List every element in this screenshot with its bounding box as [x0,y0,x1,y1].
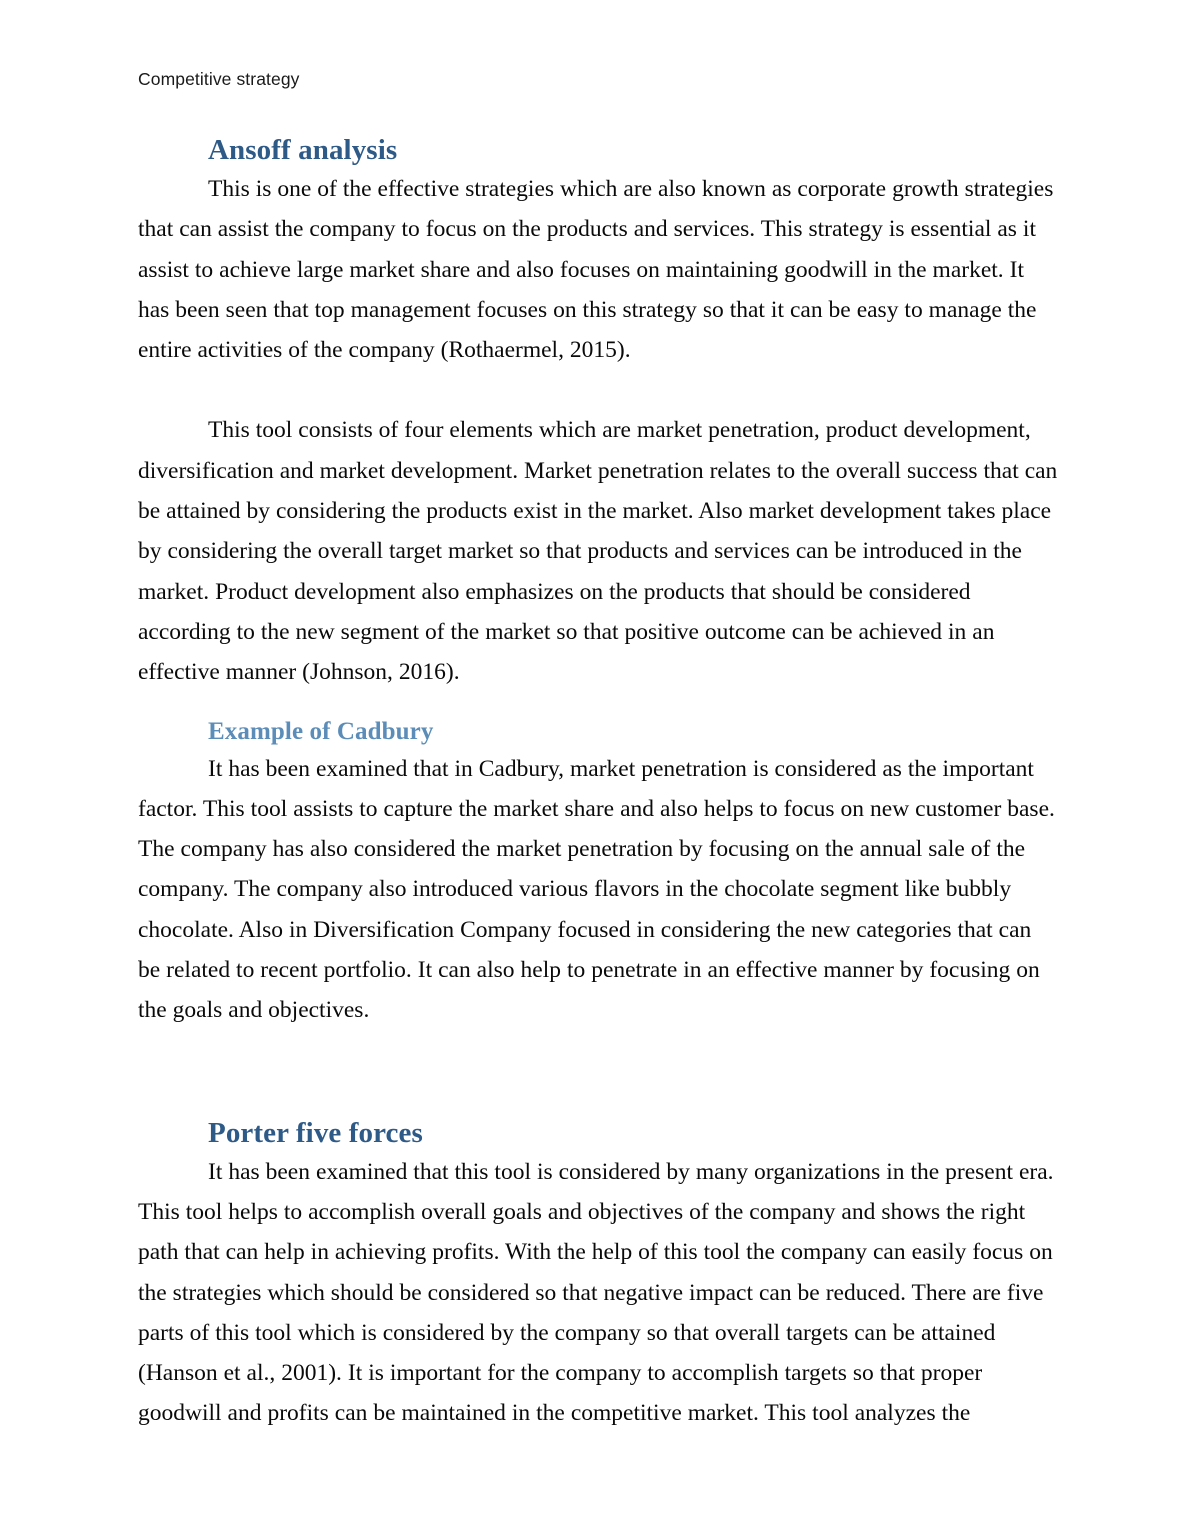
paragraph-porter: It has been examined that this tool is considered by many organizations in the present era. This tool helps to accomplish overall goals and objectives of the company and shows the right path that can help in achieving profits. With the help of this tool the company can easily focus on the strategies which should be considered so that negative impact can be reduced. There are five parts of this tool which is considered by the company so that overall targets can be attained (Hanson et al., 2001). It is important for the company to accomplish targets so that proper goodwill and profits can be maintained in the competitive market. This tool analyzes the [138,1158,1054,1427]
heading-porter-five-forces: Porter five forces [208,1116,423,1149]
running-header: Competitive strategy [138,69,300,89]
heading-example-of-cadbury: Example of Cadbury [208,717,434,745]
paragraph-cadbury: It has been examined that in Cadbury, market penetration is considered as the important factor. This tool assists to capture the market share and also helps to focus on new customer base. The company has also considered the market penetration by focusing on the annual sale of the company. The company also introduced various flavors in the chocolate segment like bubbly chocolate. Also in Diversification Company focused in considering the new categories that can be related to recent portfolio. It can also help to penetrate in an effective manner by focusing on the goals and objectives. [138,755,1055,1024]
heading-ansoff-analysis: Ansoff analysis [208,134,398,166]
paragraph-ansoff-elements: This tool consists of four elements which are market penetration, product development, diversification and market development. Market penetration relates to the overall success that can be attained by considering the products exist in the market. Also market development takes place by considering the overall target market so that products and services can be introduced in the market. Product development also emphasizes on the products that should be considered according to the new segment of the market so that positive outcome can be achieved in an effective manner (Johnson, 2016). [138,417,1058,686]
section-spacer [138,1031,1058,1115]
paragraph-ansoff-intro: This is one of the effective strategies which are also known as corporate growth strategies that can assist the company to focus on the products and services. This strategy is essential as it assist to achieve large market share and also focuses on maintaining goodwill in the market. It has been seen that top management focuses on this strategy so that it can be easy to manage the entire activities of the company (Rothaermel, 2015). [138,176,1054,364]
section-example-of-cadbury [138,715,1058,1031]
paragraph-spacer [138,370,1058,410]
document-body [138,132,1058,1434]
section-porter-five-forces [138,1115,1058,1434]
section-ansoff-analysis [138,132,1058,693]
section-spacer [138,693,1058,715]
